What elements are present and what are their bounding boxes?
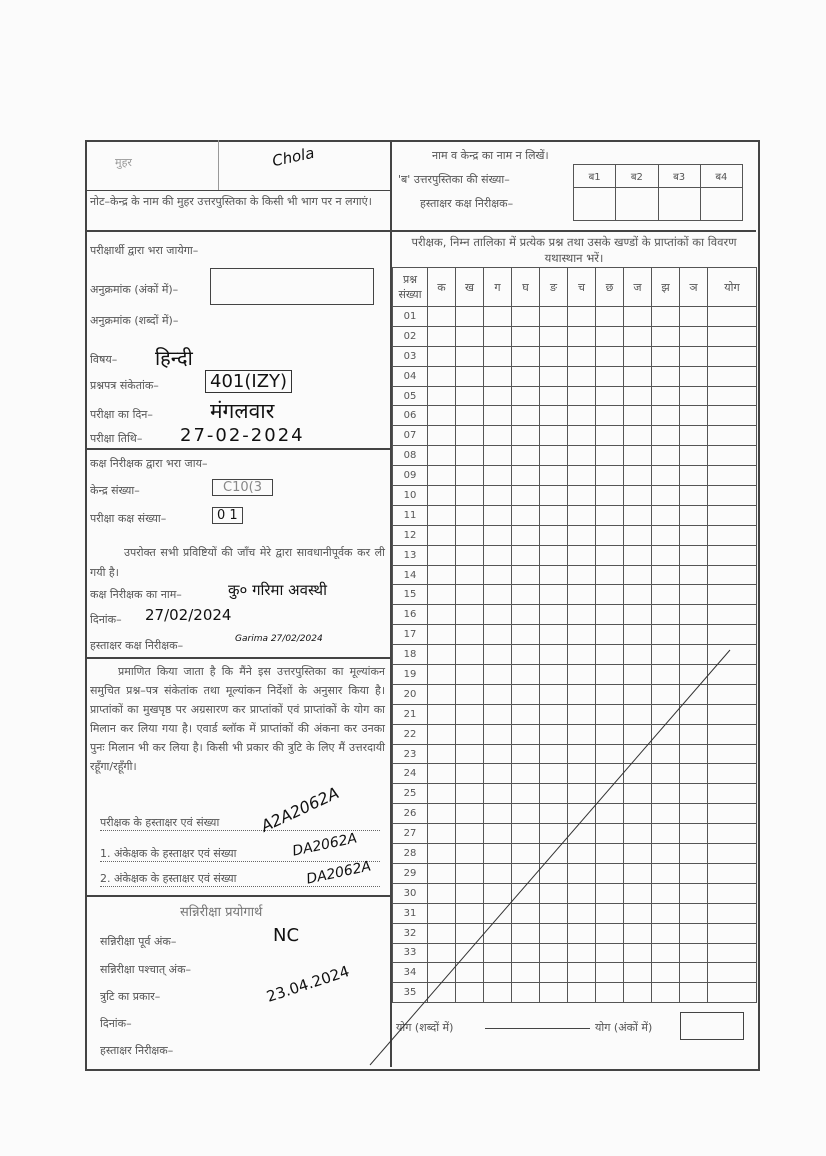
question-number: 21 [393,704,428,724]
part-header: घ [512,268,540,307]
certification-text: प्रमाणित किया जाता है कि मैंने इस उत्तरपुस्तिका का मूल्यांकन समुचित प्रश्न–पत्र संकेतांक तथा मूल्यांकन निर्देशों के अनुसार किया है। प्राप्तांकों का मुखपृष्ठ पर अग्रसारण कर प्राप्तांकों एवं प्राप्तांकों के योग का मिलान कर लिया गया है। एवार्ड ब्लॉक में प्राप्तांकों की अंकना कर उनका पुनः मिलान भी कर लिया है। किसी भी प्रकार की त्रुटि के लिए मैं उत्तरदायी रहूँगा/रहूँगी। [90,665,385,773]
centre-no-label: केन्द्र संख्या– [90,484,140,497]
b-booklet-header: ब1 [574,165,616,188]
signature-top: Chola [270,143,316,171]
question-number: 29 [393,863,428,883]
question-number: 30 [393,883,428,903]
paper-code-label: प्रश्नपत्र संकेतांक– [90,379,159,392]
scrutiny-heading: सन्निरीक्षा प्रयोगार्थ [180,905,263,920]
question-number: 27 [393,824,428,844]
error-type-label: त्रुटि का प्रकार– [100,990,161,1003]
b-booklet-header: ब4 [700,165,742,188]
question-number-header: प्रश्न संख्या [393,268,428,307]
examiner-sign-label: परीक्षक के हस्ताक्षर एवं संख्या [100,815,380,831]
total-words-label: योग (शब्दों में) [396,1021,454,1034]
question-number: 15 [393,585,428,605]
question-number: 09 [393,466,428,486]
stamp-note: नोट–केन्द्र के नाम की मुहर उत्तरपुस्तिका के किसी भी भाग पर न लगाएं। [90,195,372,208]
b-booklet-header: ब3 [658,165,700,188]
exam-date-value: 27-02-2024 [180,425,305,446]
examiner-sign-value: A2A2062A [257,783,342,836]
question-number: 05 [393,386,428,406]
stamp-label: मुहर [115,156,132,169]
question-number: 18 [393,645,428,665]
candidate-heading: परीक्षार्थी द्वारा भरा जायेगा– [90,244,199,257]
invigilator-signature: Garima 27/02/2024 [235,634,323,644]
question-number: 13 [393,545,428,565]
invigilator-heading: कक्ष निरीक्षक द्वारा भरा जाय– [90,457,208,470]
question-number: 23 [393,744,428,764]
question-number: 32 [393,923,428,943]
invigilator-sign-label-2: हस्ताक्षर कक्ष निरीक्षक– [90,639,184,652]
invigilator-sign-label: हस्ताक्षर कक्ष निरीक्षक– [420,197,514,210]
total-header: योग [708,268,757,307]
before-scrutiny-label: सन्निरीक्षा पूर्व अंक– [100,935,177,948]
question-number: 12 [393,525,428,545]
part-header: ख [456,268,484,307]
invigilator-name-value: कु० गरिमा अवस्थी [228,581,327,599]
question-number: 28 [393,844,428,864]
scrutiny-date-label: दिनांक– [100,1017,132,1030]
date-value: 27/02/2024 [145,606,232,624]
centre-no-value[interactable]: C10(3 [212,479,273,496]
question-number: 31 [393,903,428,923]
checker1-sign-value: DA2062A [291,830,359,860]
scrutiny-sign-date: 23.04.2024 [264,962,352,1006]
question-number: 16 [393,605,428,625]
question-number: 06 [393,406,428,426]
question-number: 25 [393,784,428,804]
room-no-value[interactable]: 0 1 [212,507,243,524]
question-number: 10 [393,486,428,506]
question-number: 02 [393,326,428,346]
question-number: 14 [393,565,428,585]
after-scrutiny-label: सन्निरीक्षा पश्चात् अंक– [100,963,192,976]
question-number: 04 [393,366,428,386]
part-header: ङ [540,268,568,307]
question-number: 07 [393,426,428,446]
checker1-sign-label: 1. अंकेक्षक के हस्ताक्षर एवं संख्या [100,846,380,862]
roll-words-label: अनुक्रमांक (शब्दों में)– [90,314,179,327]
roll-digits-label: अनुक्रमांक (अंकों में)– [90,283,179,296]
question-number: 35 [393,983,428,1003]
question-number: 08 [393,446,428,466]
question-number: 19 [393,665,428,685]
exam-day-label: परीक्षा का दिन– [90,408,153,421]
part-header: क [428,268,456,307]
question-number: 24 [393,764,428,784]
part-header: ज [624,268,652,307]
nc-mark: NC [273,925,300,946]
subject-value: हिन्दी [155,346,193,370]
invigilator-name-label: कक्ष निरीक्षक का नाम– [90,588,182,601]
question-number: 01 [393,307,428,327]
b-booklet-count-label: 'ब' उत्तरपुस्तिका की संख्या– [398,173,510,186]
b-booklet-header: ब2 [616,165,658,188]
part-header: च [568,268,596,307]
paper-code-value[interactable]: 401(IZY) [205,370,292,393]
question-number: 03 [393,346,428,366]
question-number: 33 [393,943,428,963]
marks-instruction: परीक्षक, निम्न तालिका में प्रत्येक प्रश्न तथा उसके खण्डों के प्राप्तांकों का विवरण यथास्थान भरें। [411,235,737,265]
checker2-sign-value: DA2062A [305,858,373,888]
question-number: 26 [393,804,428,824]
subject-label: विषय– [90,353,118,366]
date-label: दिनांक– [90,613,122,626]
part-header: ग [484,268,512,307]
part-header: झ [652,268,680,307]
room-no-label: परीक्षा कक्ष संख्या– [90,512,167,525]
question-number: 34 [393,963,428,983]
no-name-note: नाम व केन्द्र का नाम न लिखें। [432,149,549,162]
exam-day-value: मंगलवार [210,399,275,423]
question-number: 20 [393,684,428,704]
question-number: 17 [393,625,428,645]
exam-date-label: परीक्षा तिथि– [90,432,143,445]
checker2-sign-label: 2. अंकेक्षक के हस्ताक्षर एवं संख्या [100,871,380,887]
total-digits-label: योग (अंकों में) [595,1021,653,1034]
verification-text: उपरोक्त सभी प्रविष्टियों की जाँच मेरे द्वारा सावधानीपूर्वक कर ली गयी है। [90,546,385,579]
part-header: ञ [680,268,708,307]
question-number: 11 [393,505,428,525]
scrutiny-sign-label: हस्ताक्षर निरीक्षक– [100,1044,174,1057]
part-header: छ [596,268,624,307]
question-number: 22 [393,724,428,744]
